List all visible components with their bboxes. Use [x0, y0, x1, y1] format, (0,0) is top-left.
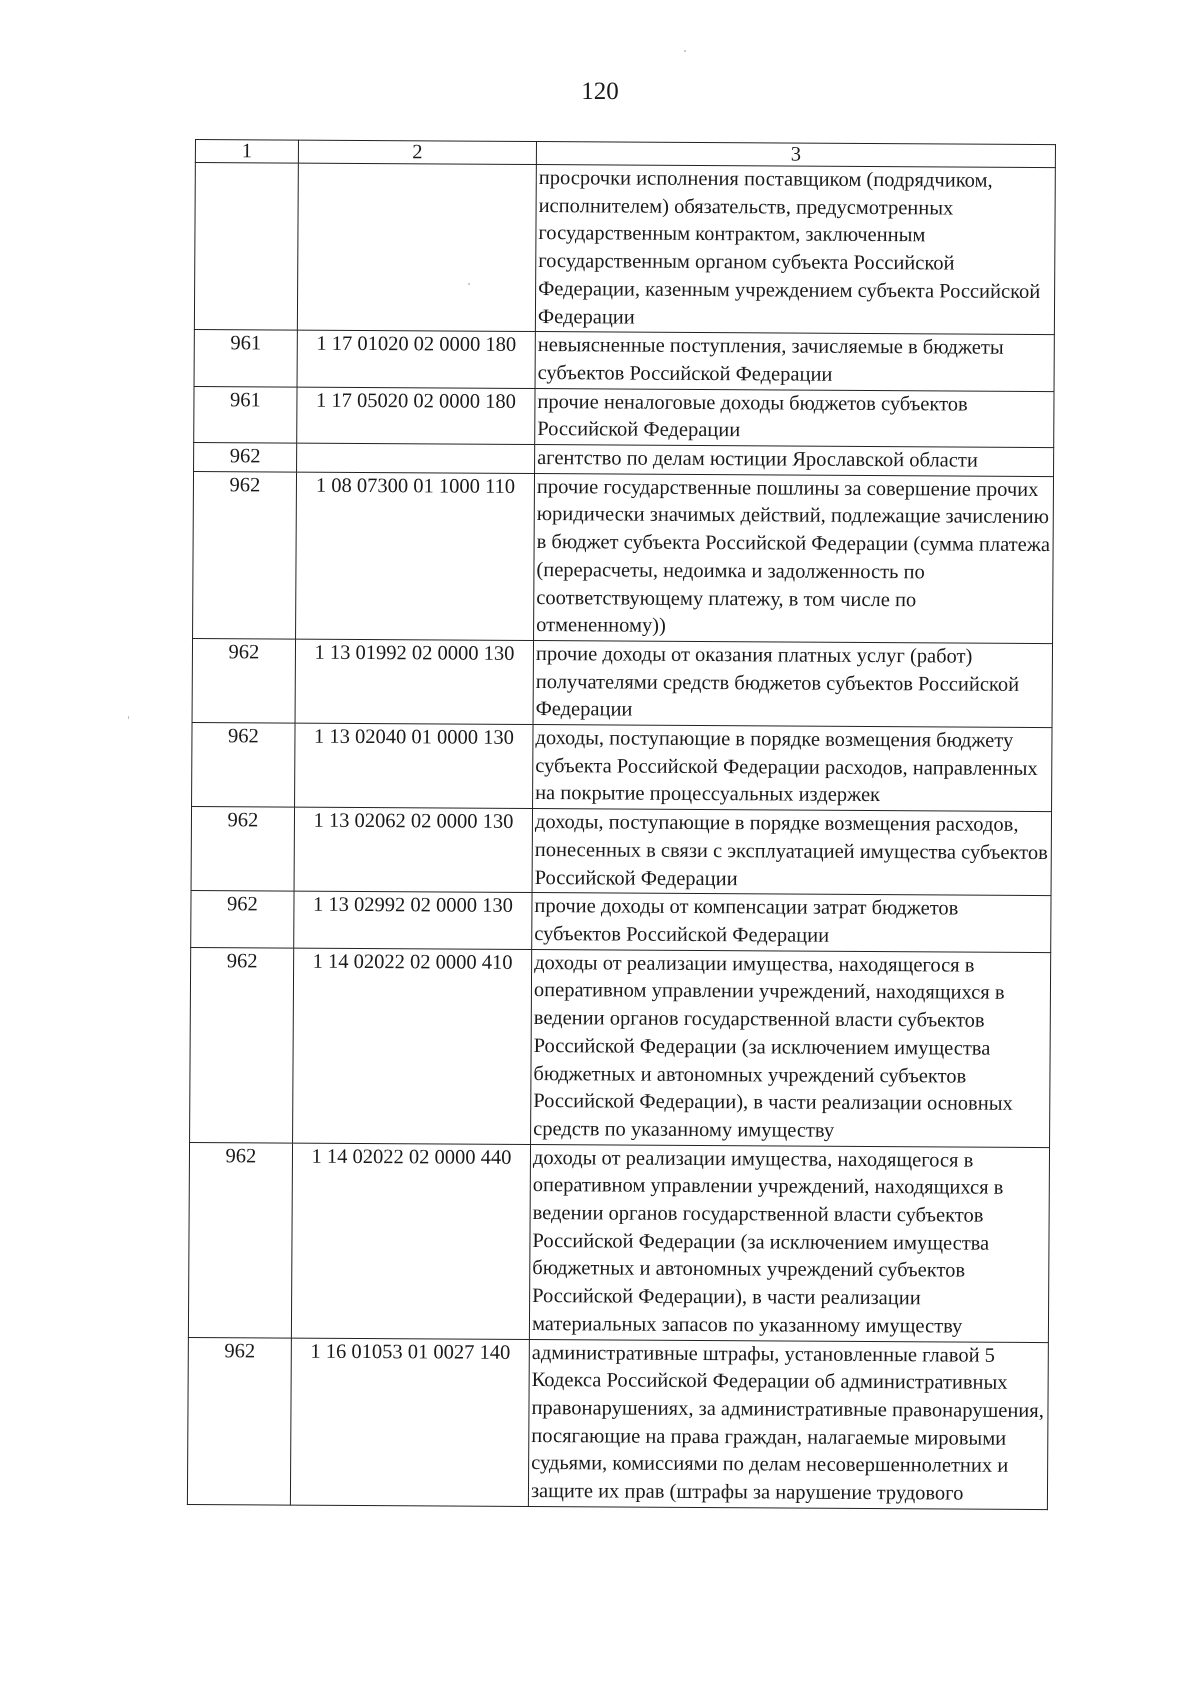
revenue-name-cell: прочие доходы от оказания платных услуг (работ) получателями средств бюджетов субъектов Российской Федерации [533, 640, 1052, 727]
table-row [194, 163, 1055, 335]
admin-code-cell: 962 [192, 638, 295, 723]
revenue-code-cell: 1 13 02992 02 0000 130 [294, 891, 532, 949]
admin-code-cell: 961 [194, 386, 297, 443]
column-header-3: 3 [536, 142, 1055, 168]
table-row [193, 471, 1054, 643]
table-row [188, 1142, 1049, 1342]
scan-speck [684, 50, 686, 52]
revenue-codes-table [187, 139, 1056, 1510]
revenue-name-cell: прочие доходы от компенсации затрат бюджетов субъектов Российской Федерации [532, 893, 1051, 952]
admin-code-cell [194, 163, 298, 331]
revenue-name-cell: прочие неналоговые доходы бюджетов субъектов Российской Федерации [535, 388, 1054, 447]
revenue-name-cell: административные штрафы, установленные главой 5 Кодекса Российской Федерации об административных правонарушениях, за административные правонарушения, посягающие на права граждан, налагаемые мировыми судьями, комиссиями по делам несовершеннолетних и защите их прав (штрафы за нарушение трудового [528, 1339, 1048, 1509]
scan-speck [128, 716, 129, 719]
revenue-code-cell: 1 14 02022 02 0000 440 [291, 1143, 530, 1339]
revenue-code-cell: 1 13 01992 02 0000 130 [295, 639, 533, 725]
column-header-1: 1 [195, 140, 298, 164]
revenue-name-cell: доходы, поступающие в порядке возмещения расходов, понесенных в связи с эксплуатацией имущества субъектов Российской Федерации [532, 809, 1051, 896]
revenue-name-cell: доходы, поступающие в порядке возмещения бюджету субъекта Российской Федерации расходов, направленных на покрытие процессуальных издержек [533, 725, 1052, 812]
table-row [192, 638, 1052, 727]
table-row [192, 723, 1052, 812]
admin-code-cell: 962 [187, 1337, 291, 1505]
revenue-code-cell: 1 17 05020 02 0000 180 [297, 387, 535, 445]
revenue-code-cell: 1 13 02040 01 0000 130 [295, 723, 533, 809]
table-row [187, 1337, 1048, 1509]
table-row [190, 947, 1051, 1147]
table-row [191, 891, 1051, 953]
column-header-2: 2 [298, 140, 536, 164]
revenue-code-cell: 1 17 01020 02 0000 180 [297, 330, 535, 388]
scan-speck [468, 283, 470, 285]
revenue-name-cell: просрочки исполнения поставщиком (подрядчиком, исполнителем) обязательств, предусмотренных государственным контрактом, заключенным государственным органом субъекта Российской Федерации, казенным учреждением субъекта Российской Федерации [535, 165, 1055, 335]
revenue-code-cell [297, 163, 536, 332]
admin-code-cell: 962 [192, 723, 295, 808]
revenue-code-cell: 1 13 02062 02 0000 130 [294, 807, 532, 893]
table-row [194, 330, 1054, 392]
admin-code-cell: 962 [191, 807, 294, 892]
revenue-code-cell: 1 08 07300 01 1000 110 [296, 472, 535, 641]
admin-code-cell: 962 [190, 947, 294, 1143]
revenue-name-cell: доходы от реализации имущества, находящегося в оперативном управлении учреждений, находящихся в ведении органов государственной власти субъектов Российской Федерации (за исключением имущества бюджетных и автономных учреждений субъектов Российской Федерации), в части реализации основных средств по указанному имуществу [531, 949, 1051, 1147]
page-number: 120 [581, 78, 619, 105]
revenue-code-cell: 1 14 02022 02 0000 410 [293, 948, 532, 1144]
table-row [191, 807, 1051, 896]
revenue-code-cell: 1 16 01053 01 0027 140 [290, 1338, 529, 1507]
admin-code-cell: 962 [191, 891, 294, 948]
revenue-name-cell: доходы от реализации имущества, находящегося в оперативном управлении учреждений, находящихся в ведении органов государственной власти субъектов Российской Федерации (за исключением имущества бюджетных и автономных учреждений субъектов Российской Федерации), в части реализации материальных запасов по указанному имуществу [529, 1144, 1049, 1342]
admin-code-cell: 962 [188, 1142, 292, 1338]
admin-code-cell: 962 [193, 471, 297, 639]
revenue-name-cell: невыясненные поступления, зачисляемые в бюджеты субъектов Российской Федерации [535, 332, 1054, 391]
admin-code-cell: 962 [194, 443, 297, 472]
table-row [194, 386, 1054, 448]
revenue-code-cell [297, 443, 535, 473]
revenue-name-cell: прочие государственные пошлины за совершение прочих юридически значимых действий, подлежащие зачислению в бюджет субъекта Российской Федерации (сумма платежа (перерасчеты, недоимка и задолженность по соответствующему платежу, в том числе по отмененному)) [534, 473, 1054, 643]
revenue-name-cell: агентство по делам юстиции Ярославской области [535, 445, 1054, 477]
admin-code-cell: 961 [194, 330, 297, 387]
